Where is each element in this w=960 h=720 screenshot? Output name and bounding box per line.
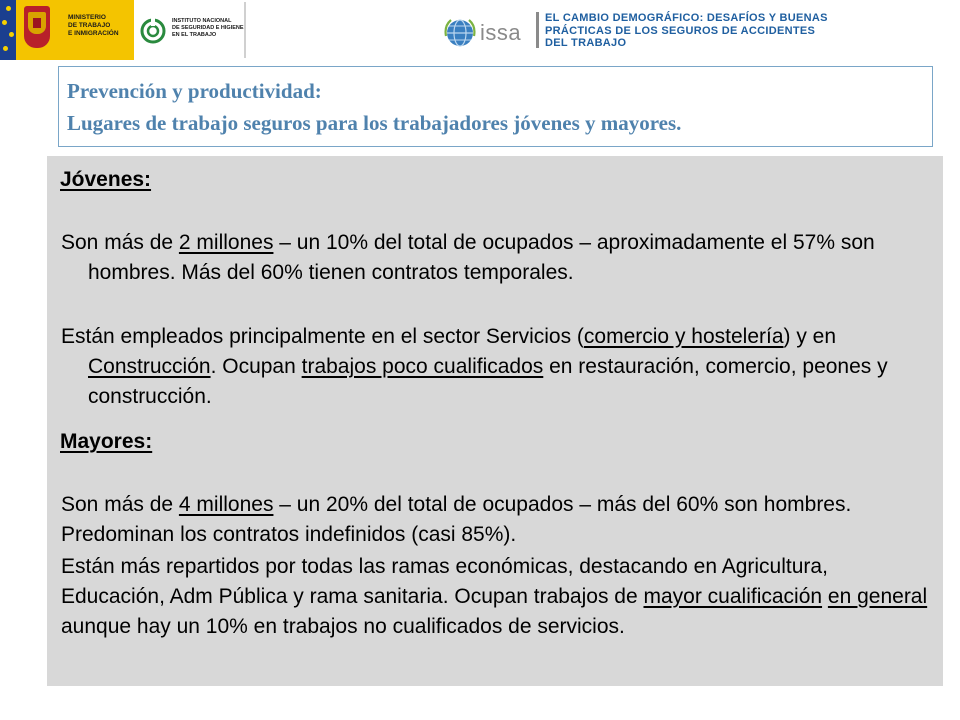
eu-flag-strip: [0, 0, 16, 60]
jovenes-paragraph-2: [61, 322, 933, 412]
event-title: EL CAMBIO DEMOGRÁFICO: DESAFÍOS Y BUENAS PRÁCTICAS DE LOS SEGUROS DE ACCIDENTES DEL TRABAJO: [545, 12, 828, 49]
mayores-paragraph-2: [61, 552, 933, 642]
content-panel: [47, 156, 943, 686]
highlight-construccion: Construcción: [88, 355, 211, 378]
text-run: en restauración, comercio, peones y construcción.: [88, 355, 888, 408]
header-band: [0, 0, 960, 62]
text-run: ) y en: [783, 325, 837, 348]
mayores-paragraph-1: [61, 490, 933, 550]
highlight-trabajos-poco-cualificados: trabajos poco cualificados: [301, 355, 544, 378]
text-run: . Ocupan: [210, 355, 302, 378]
text-run: Son más de: [61, 231, 179, 254]
text-run: aunque hay un 10% en trabajos no cualificados de servicios.: [61, 615, 625, 638]
text-run: – un 10% del total de ocupados – aproximadamente el 57% son hombres. Más del 60% tienen contratos temporales.: [88, 231, 875, 284]
text-run: Son más de: [61, 493, 179, 516]
section-heading-mayores: Mayores:: [60, 430, 153, 453]
issa-globe-icon: [443, 16, 477, 50]
slide-title-line-2: Lugares de trabajo seguros para los trabajadores jóvenes y mayores.: [67, 111, 682, 135]
jovenes-paragraph-1: [61, 228, 933, 288]
highlight-en-general: en general: [827, 585, 928, 608]
highlight-2-millones: 2 millones: [178, 231, 274, 254]
header-divider: [244, 2, 246, 58]
issa-logo-text: issa: [480, 20, 522, 45]
ministry-name: MINISTERIO DE TRABAJO E INMIGRACIÓN: [68, 14, 119, 37]
highlight-4-millones: 4 millones: [178, 493, 274, 516]
text-run: Están más repartidos por todas las ramas económicas, destacando en Agricultura, Educación, Adm Pública y rama sanitaria. Ocupan trabajos de: [61, 555, 828, 608]
slide-title-box: [58, 66, 933, 147]
slide-title-line-1: Prevención y productividad:: [67, 79, 322, 103]
highlight-comercio-hosteleria: comercio y hostelería: [583, 325, 784, 348]
highlight-mayor-cualificacion: mayor cualificación: [643, 585, 823, 608]
institute-name: INSTITUTO NACIONAL DE SEGURIDAD E HIGIENE EN EL TRABAJO: [172, 18, 244, 38]
ministry-logo: [16, 0, 134, 60]
text-run: Están empleados principalmente en el sector Servicios (: [61, 325, 584, 348]
insht-logo-icon: [140, 18, 166, 44]
issa-separator: [536, 12, 539, 48]
section-heading-jovenes: Jóvenes:: [60, 168, 152, 191]
spain-crest-icon: [24, 6, 50, 48]
text-run: – un 20% del total de ocupados – más del 60% son hombres. Predominan los contratos indefinidos (casi 85%).: [61, 493, 852, 546]
